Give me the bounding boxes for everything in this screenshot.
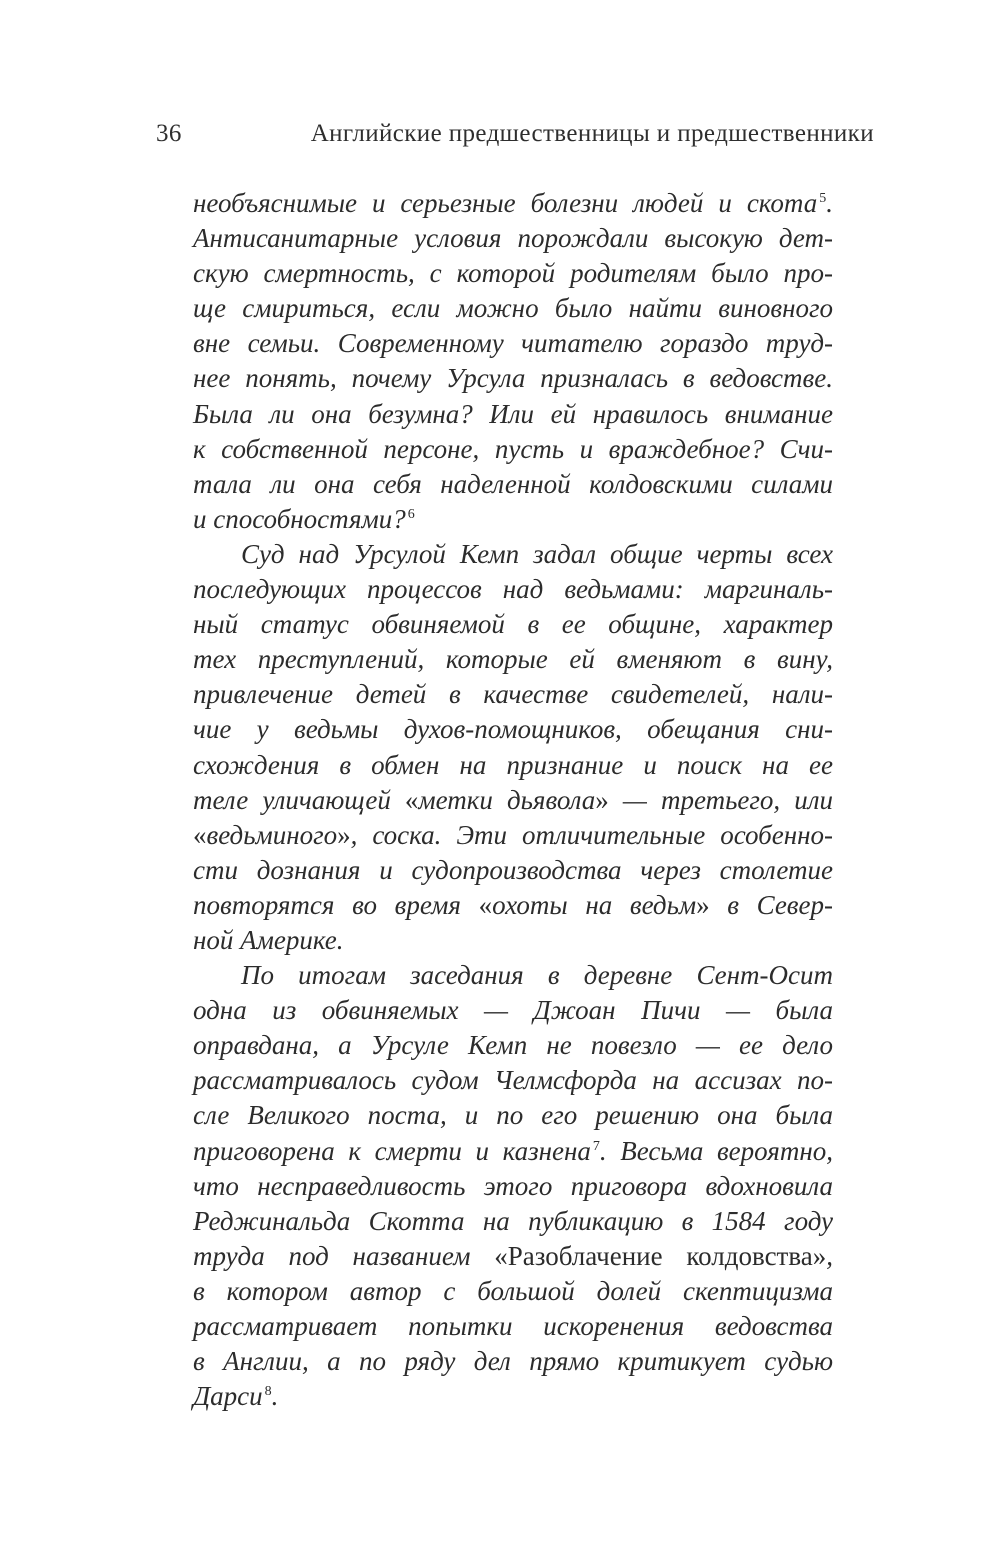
text-segment: . [271, 1381, 279, 1412]
text-line [193, 502, 833, 537]
text-segment: оправдана, а Урсуле Кемп не повезло — ее дело [193, 1030, 833, 1061]
text-line [193, 326, 833, 361]
text-line [193, 256, 833, 291]
text-segment: метки дьявола [418, 784, 596, 815]
footnote-marker[interactable]: 5 [819, 191, 827, 206]
text-line [193, 783, 833, 818]
text-segment: « [404, 784, 419, 815]
text-segment: теле уличающей [193, 784, 405, 815]
text-segment: в Север- [709, 889, 834, 920]
text-segment: , соска. Эти отличительные особенно- [350, 819, 833, 850]
text-segment: труда под названием [193, 1240, 495, 1271]
text-segment: нее понять, почему Урсула призналась в ведовстве. [193, 363, 833, 394]
text-segment: охоты на ведьм [492, 889, 697, 920]
text-segment: скую смертность, с которой родителям было про- [193, 258, 833, 289]
text-line [193, 748, 833, 783]
text-segment: Дарси [193, 1381, 263, 1412]
text-segment: сле Великого поста, и по его решению она была [193, 1100, 833, 1131]
text-line [193, 467, 833, 502]
body-text [193, 186, 833, 1414]
text-line [193, 642, 833, 677]
text-segment: Реджинальда Скотта на публикацию в 1584 году [193, 1205, 833, 1236]
footnote-marker[interactable]: 7 [592, 1138, 600, 1154]
text-line [193, 1274, 833, 1309]
text-segment: сти дознания и судопроизводства через столетие [193, 854, 833, 885]
text-segment: ной Америке. [193, 924, 344, 955]
text-segment: ще смириться, если можно было найти виновного [193, 293, 833, 324]
text-line [193, 888, 833, 923]
text-line [193, 923, 833, 958]
paragraph [193, 537, 833, 958]
footnote-marker[interactable]: 8 [264, 1384, 272, 1400]
text-line [193, 1344, 833, 1379]
text-segment: » [337, 819, 351, 850]
text-line [193, 1204, 833, 1239]
text-line [193, 361, 833, 396]
text-line [193, 1309, 833, 1344]
text-line [193, 572, 833, 607]
text-segment: «Разоблачение колдовства» [494, 1240, 827, 1271]
text-segment: в Англии, а по ряду дел прямо критикует судью [193, 1346, 833, 1377]
text-segment: , [826, 1240, 833, 1271]
text-line [193, 818, 833, 853]
text-segment: необъяснимые и серьезные болезни людей и скота [193, 188, 818, 218]
text-line [193, 993, 833, 1028]
text-segment: что несправедливость этого приговора вдохновила [193, 1170, 833, 1201]
text-segment: вне семьи. Современному читателю гораздо труд- [193, 328, 833, 359]
text-segment: . [826, 188, 833, 218]
text-segment: повторятся во время [193, 889, 479, 920]
text-line [193, 1028, 833, 1063]
text-line [193, 607, 833, 642]
text-line [193, 537, 833, 572]
text-segment: рассматривалось судом Челмсфорда на ассизах по- [193, 1065, 833, 1096]
text-segment: Была ли она безумна? Или ей нравилось внимание [193, 398, 833, 429]
text-segment: рассматривает попытки искоренения ведовства [193, 1311, 833, 1341]
text-line [193, 221, 833, 256]
text-segment: и способностями? [193, 503, 406, 534]
text-segment: к собственной персоне, пусть и враждебное? Счи- [193, 433, 833, 464]
text-segment: Антисанитарные условия порождали высокую дет- [193, 223, 833, 254]
text-segment: тала ли она себя наделенной колдовскими силами [193, 468, 833, 499]
footnote-marker[interactable]: 6 [407, 506, 415, 522]
page-number: 36 [156, 120, 182, 147]
text-segment: « [478, 889, 493, 920]
text-segment: привлечение детей в качестве свидетелей, нали- [193, 679, 833, 710]
text-segment: . Весьма вероятно, [599, 1135, 833, 1166]
paragraph [193, 186, 833, 537]
text-line [193, 677, 833, 712]
text-segment: чие у ведьмы духов-помощников, обещания сни- [193, 714, 833, 745]
text-segment: приговорена к смерти и казнена [193, 1135, 591, 1166]
text-segment: тех преступлений, которые ей вменяют в вину, [193, 644, 833, 675]
text-line [193, 397, 833, 432]
text-segment: одна из обвиняемых — Джоан Пичи — была [193, 995, 833, 1026]
text-line [193, 432, 833, 467]
running-header [156, 118, 874, 150]
text-line [193, 186, 833, 221]
text-segment: По итогам заседания в деревне Сент-Осит [241, 960, 833, 991]
text-segment: « [193, 819, 207, 850]
text-segment: ный статус обвиняемой в ее общине, характер [193, 609, 833, 640]
text-segment: ведьминого [206, 819, 338, 850]
text-line [193, 1063, 833, 1098]
text-segment: схождения в обмен на признание и поиск на ее [193, 749, 833, 780]
text-line [193, 958, 833, 993]
text-line [193, 1169, 833, 1204]
text-segment: Суд над Урсулой Кемп задал общие черты всех [241, 538, 833, 569]
text-segment: последующих процессов над ведьмами: маргиналь- [193, 574, 833, 605]
paragraph [193, 958, 833, 1414]
text-line [193, 1134, 833, 1169]
text-line [193, 853, 833, 888]
text-line [193, 1239, 833, 1274]
text-segment: — третьего, или [608, 784, 833, 815]
text-line [193, 712, 833, 747]
text-line [193, 291, 833, 326]
text-segment: » [696, 889, 710, 920]
text-line [193, 1098, 833, 1133]
text-segment: в котором автор с большой долей скептицизма [193, 1275, 833, 1306]
text-segment: » [595, 784, 609, 815]
running-title: Английские предшественницы и предшественники [310, 120, 874, 147]
text-line [193, 1379, 833, 1414]
